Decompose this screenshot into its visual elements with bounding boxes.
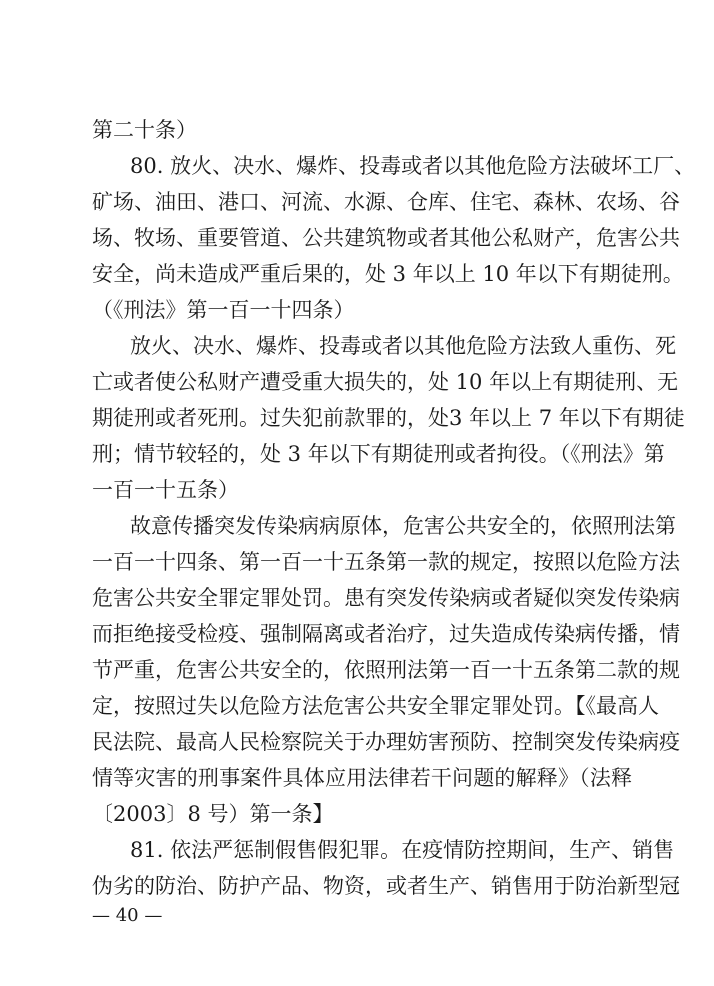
text-line-4: 场、牧场、重要管道、公共建筑物或者其他公私财产，危害公共: [92, 226, 680, 250]
text-line-19: 情等灾害的刑事案件具体应用法律若干问题的解释》（法释: [92, 766, 632, 790]
text-line-14: 危害公共安全罪定罪处罚。患有突发传染病或者疑似突发传染病: [92, 586, 680, 610]
text-line-8: 亡或者使公私财产遭受重大损失的，处 10 年以上有期徒刑、无: [92, 370, 679, 394]
text-line-9: 期徒刑或者死刑。过失犯前款罪的，处3 年以上 7 年以下有期徒: [92, 406, 685, 430]
page-number: — 40 —: [92, 905, 163, 926]
text-line-16: 节严重，危害公共安全的，依照刑法第一百一十五条第二款的规: [92, 658, 680, 682]
text-line-18: 民法院、最高人民检察院关于办理妨害预防、控制突发传染病疫: [92, 730, 680, 754]
text-line-10: 刑；情节较轻的，处 3 年以下有期徒刑或者拘役。（《刑法》第: [92, 442, 665, 466]
text-line-12: 故意传播突发传染病病原体，危害公共安全的，依照刑法第: [130, 514, 676, 538]
text-line-15: 而拒绝接受检疫、强制隔离或者治疗，过失造成传染病传播，情: [92, 622, 680, 646]
text-line-1: 第二十条）: [92, 118, 197, 142]
text-line-3: 矿场、油田、港口、河流、水源、仓库、住宅、森林、农场、谷: [92, 190, 680, 214]
text-line-13: 一百一十四条、第一百一十五条第一款的规定，按照以危险方法: [92, 550, 680, 574]
text-line-2: 80. 放火、决水、爆炸、投毒或者以其他危险方法破坏工厂、: [130, 154, 696, 178]
text-line-6: （《刑法》第一百一十四条）: [92, 298, 355, 322]
text-line-22: 伪劣的防治、防护产品、物资，或者生产、销售用于防治新型冠: [92, 874, 680, 898]
text-line-5: 安全，尚未造成严重后果的，处 3 年以上 10 年以下有期徒刑。: [92, 262, 684, 286]
text-line-17: 定，按照过失以危险方法危害公共安全罪定罪处罚。【《最高人: [92, 694, 659, 718]
text-line-7: 放火、决水、爆炸、投毒或者以其他危险方法致人重伤、死: [130, 334, 676, 358]
text-line-11: 一百一十五条）: [92, 478, 239, 502]
text-line-21: 81. 依法严惩制假售假犯罪。在疫情防控期间，生产、销售: [130, 838, 675, 862]
text-line-20: 〔2003〕8 号）第一条】: [92, 802, 334, 826]
